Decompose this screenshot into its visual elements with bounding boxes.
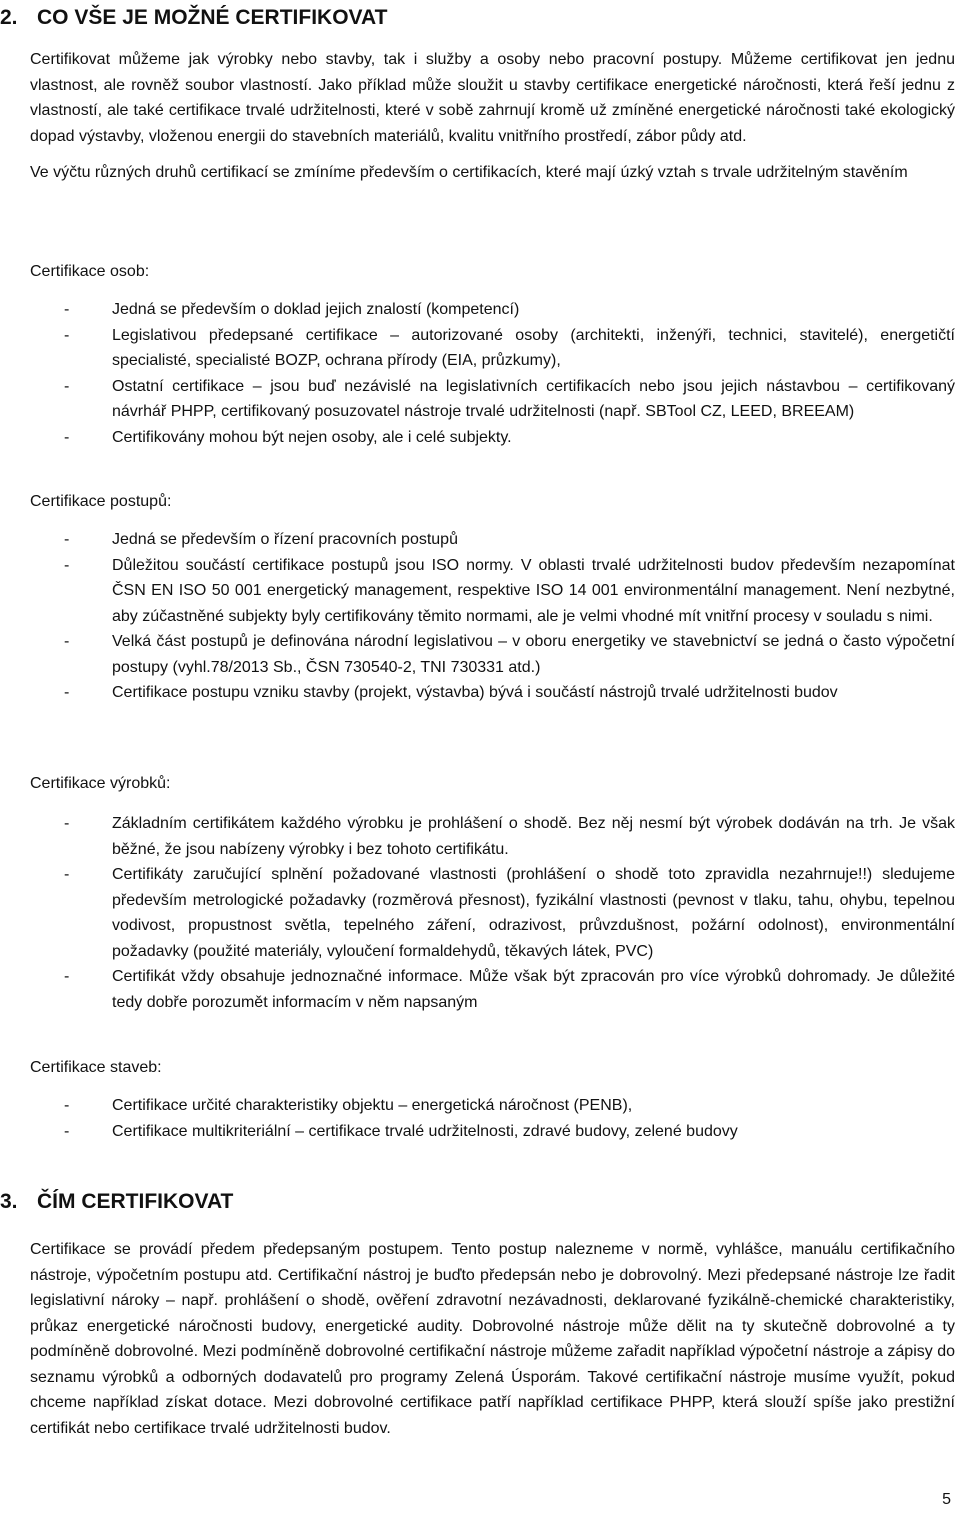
section-3-heading (0, 1189, 233, 1215)
list-item: - Ostatní certifikace – jsou buď nezávislé na legislativních certifikacích nebo jsou jejich nástavbou – certifikovaný návrhář PHPP, certifikovaný posuzovatel nástroje trvalé udržitelnosti (např. SBTool CZ, LEED, BREEAM) (30, 374, 955, 425)
intro-paragraph-1: Certifikovat můžeme jak výrobky nebo stavby, tak i služby a osoby nebo pracovní postupy. Můžeme certifikovat jen jednu vlastnost, ale rovněž soubor vlastností. Jako příklad může sloužit u stavby certifikace energetické náročnosti, která řeší jednu z vlastností, ale také certifikace trvalé udržitelnosti, které v sobě zahrnují kromě už zmíněné energetické náročnosti také ekologický dopad výstavby, vloženou energii do stavebních materiálů, kvalitu vnitřního prostředí, zábor půdy atd. (30, 51, 955, 145)
section-3-number: 3. (0, 1190, 18, 1213)
list-item: - Jedná se především o řízení pracovních postupů (30, 527, 955, 553)
page-number: 5 (942, 1491, 951, 1508)
list-item: - Velká část postupů je definována národní legislativou – v oboru energetiky ve stavebnictví se jedná o často výpočetní postupy (vyhl.78/2013 Sb., ČSN 730540-2, TNI 730331 atd.) (30, 629, 955, 680)
people-certification-list (30, 297, 955, 450)
buildings-certification-list (30, 1093, 955, 1144)
section-2-number: 2. (0, 6, 18, 29)
list-item: - Legislativou předepsané certifikace – autorizované osoby (architekti, inženýři, technici, stavitelé), energetičtí specialisté, specialisté BOZP, ochrana přírody (EIA, průzkumy), (30, 323, 955, 374)
people-certification-label: Certifikace osob: (30, 263, 150, 280)
section-2-title: CO VŠE JE MOŽNÉ CERTIFIKOVAT (37, 6, 388, 29)
list-item: - Certifikace postupu vzniku stavby (projekt, výstavba) bývá i součástí nástrojů trvalé udržitelnosti budov (30, 680, 955, 706)
products-certification-list (30, 811, 955, 1015)
list-item: - Certifikáty zaručující splnění požadované vlastnosti (prohlášení o shodě toto zpravidla nezahrnuje!!) sledujeme především metrologické požadavky (rozměrová přesnost), fyzikální vlastnosti (pevnost v tlaku, tahu, ohybu, tepelnou vodivost, propustnost světla, tepelného záření, odrazivost, průvzdušnost, požární odolnost), environmentální požadavky (použité materiály, vyloučení formaldehydů, těkavých látek, PVC) (30, 862, 955, 964)
section-3-paragraph: Certifikace se provádí předem předepsaným postupem. Tento postup nalezneme v normě, vyhlášce, manuálu certifikačního nástroje, výpočetním postupu atd. Certifikační nástroj je buďto předepsán nebo je dobrovolný. Mezi předepsané nástroje lze řadit legislativní nároky – např. prohlášení o shodě, ověření zdravotní nezávadnosti, deklarované fyzikálně-chemické charakteristiky, průkaz energetické náročnosti budovy, energetické audity. Dobrovolné nástroje může dělit na ty skutečně dobrovolné a ty podmíněně dobrovolné. Mezi podmíněně dobrovolné certifikační nástroje můžeme zařadit například výpočetní nástroje a zápisy do seznamu výrobků a odborných dodavatelů pro programy Zelená Úsporám. Takové certifikační nástroje musíme využít, pokud chceme například získat dotace. Mezi dobrovolné certifikace patří například certifikace PHPP, která slouží spíše jako prestižní certifikát nebo certifikace trvalé udržitelnosti budov. (30, 1241, 955, 1437)
list-item: - Certifikace multikriteriální – certifikace trvalé udržitelnosti, zdravé budovy, zelené budovy (30, 1119, 955, 1145)
section-3-title: ČÍM CERTIFIKOVAT (37, 1190, 234, 1213)
procedures-certification-label: Certifikace postupů: (30, 493, 172, 510)
intro-paragraph-2: Ve výčtu různých druhů certifikací se zmíníme především o certifikacích, které mají úzký vztah s trvale udržitelným stavěním (30, 164, 908, 181)
list-item: - Důležitou součástí certifikace postupů jsou ISO normy. V oblasti trvalé udržitelnosti budov především nezapomínat ČSN EN ISO 50 001 energetický management, respektive ISO 14 001 environmentální management. Není nezbytné, aby zúčastněné subjekty byly certifikovány těmito normami, ale je velmi vhodné mít vnitřní procesy v souladu s nimi. (30, 553, 955, 630)
section-2-heading (0, 5, 387, 31)
section-2-intro (30, 47, 955, 186)
list-item: - Certifikát vždy obsahuje jednoznačné informace. Může však být zpracován pro více výrobků dohromady. Je důležité tedy dobře porozumět informacím v něm napsaným (30, 964, 955, 1015)
section-3-body (30, 1237, 955, 1441)
procedures-certification-list (30, 527, 955, 706)
buildings-certification-label: Certifikace staveb: (30, 1059, 162, 1076)
products-certification-label: Certifikace výrobků: (30, 775, 171, 792)
list-item: - Jedná se především o doklad jejich znalostí (kompetencí) (30, 297, 955, 323)
list-item: - Základním certifikátem každého výrobku je prohlášení o shodě. Bez něj nesmí být výrobek dodáván na trh. Je však běžné, že jsou nabízeny výrobky i bez tohoto certifikátu. (30, 811, 955, 862)
list-item: - Certifikovány mohou být nejen osoby, ale i celé subjekty. (30, 425, 955, 451)
list-item: - Certifikace určité charakteristiky objektu – energetická náročnost (PENB), (30, 1093, 955, 1119)
